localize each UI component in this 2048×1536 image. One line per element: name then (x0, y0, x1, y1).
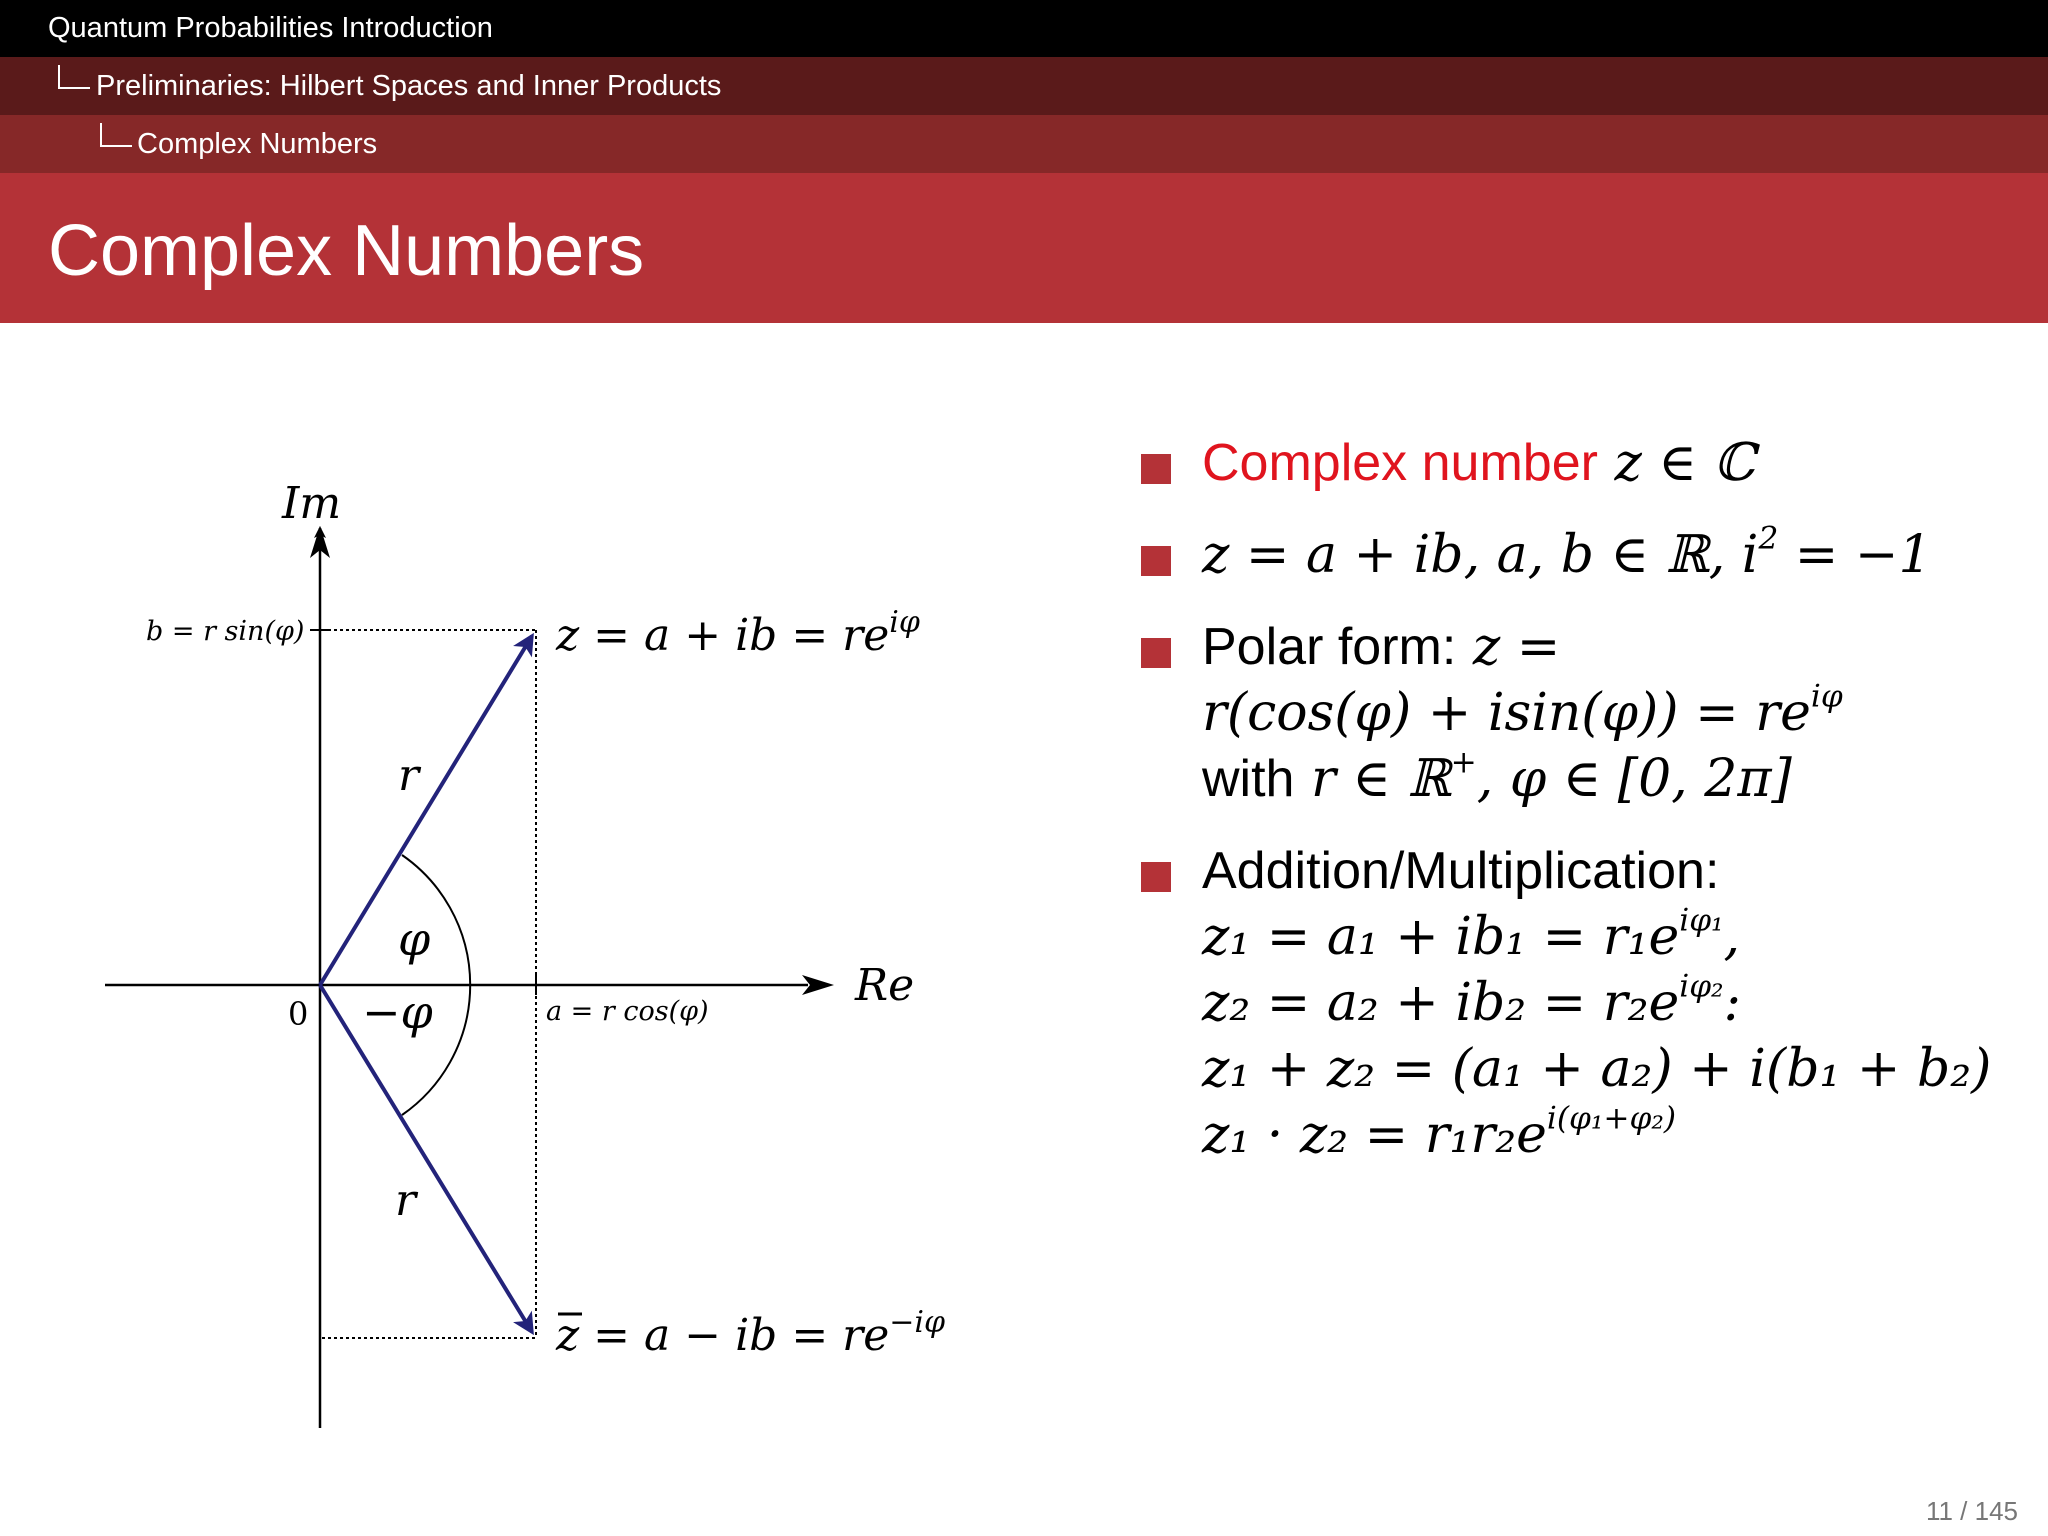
im-axis-label: Im (282, 478, 342, 529)
cartesian-main: z = a + ib, a, b ∈ ℝ, i (1202, 525, 1759, 585)
bullet-marker (1141, 862, 1171, 892)
re-axis-label: Re (855, 960, 915, 1011)
polar-l2: r(cos(φ) + isin(φ)) = re (1202, 683, 1811, 743)
zbar-label-sup: −iφ (889, 1305, 945, 1340)
polar-l3-math: r ∈ ℝ (1294, 749, 1451, 809)
header-subsection (0, 57, 2048, 115)
addmul-l1-sup: iφ₁ (1679, 902, 1724, 939)
addmul-l1-tail: , (1723, 907, 1741, 967)
addmul-l2: z₂ = a₂ + ib₂ = r₂e (1202, 973, 1680, 1033)
bullet-line (1202, 970, 2018, 1036)
bullet-line (1202, 904, 2018, 970)
bullet-addition-multiplication (1138, 838, 2018, 1168)
subsubsection-tree-mark (100, 123, 132, 147)
z-label (555, 605, 920, 661)
b-label: b = r sin(φ) (146, 616, 305, 647)
bullet-line (1202, 746, 2018, 812)
zbar-label-text: z = a − ib = re (556, 1310, 890, 1361)
bullet-line (1202, 838, 2018, 904)
header-subsubsection-label: Complex Numbers (137, 128, 378, 160)
bullet-line (1202, 1036, 2018, 1102)
r-lower-label: r (395, 1175, 417, 1226)
addmul-l4: z₁ · z₂ = r₁r₂e (1202, 1105, 1547, 1165)
polar-l1: z = (1456, 617, 1561, 677)
header-section (0, 0, 2048, 57)
neg-phi-label: −φ (362, 985, 433, 1039)
complex-number-set: z ∈ ℂ (1597, 433, 1755, 493)
header-section-label: Quantum Probabilities Introduction (48, 12, 493, 44)
addmul-label: Addition/Multiplication: (1202, 842, 1720, 900)
z-label-sup: iφ (889, 605, 920, 640)
complex-plane-diagram (0, 400, 1100, 1500)
polar-l2-sup: iφ (1810, 678, 1843, 715)
bullet-complex-number (1138, 430, 2018, 496)
addmul-l2-tail: : (1723, 973, 1742, 1033)
polar-with: with (1202, 750, 1295, 808)
bullet-list (1138, 430, 2018, 1194)
addmul-l1: z₁ = a₁ + ib₁ = r₁e (1202, 907, 1680, 967)
a-label: a = r cos(φ) (546, 996, 709, 1027)
addmul-l3: z₁ + z₂ = (a₁ + a₂) + i(b₁ + b₂) (1202, 1039, 1992, 1099)
slide-title: Complex Numbers (48, 211, 645, 291)
complex-number-term: Complex number (1202, 434, 1598, 492)
origin-label: 0 (288, 995, 309, 1033)
bullet-polar-form (1138, 614, 2018, 812)
bullet-line (1202, 430, 2018, 496)
bullet-cartesian-form (1138, 522, 2018, 588)
polar-label: Polar form: (1202, 618, 1457, 676)
cartesian-sup: 2 (1758, 520, 1779, 557)
bullet-line (1202, 1102, 2018, 1168)
zbar-label (555, 1305, 945, 1361)
r-upper-label: r (398, 750, 420, 801)
subsection-tree-mark (58, 65, 90, 89)
bullet-marker (1141, 454, 1171, 484)
addmul-l4-sup: i(φ₁+φ₂) (1546, 1100, 1677, 1137)
slide-title-bar (0, 173, 2048, 323)
page-number: 11 / 145 (1925, 1496, 2018, 1526)
polar-l3-sup: + (1450, 744, 1477, 781)
bullet-line (1202, 680, 2018, 746)
bullet-line (1202, 614, 2018, 680)
addmul-l2-sup: iφ₂ (1679, 968, 1724, 1005)
bullet-marker (1141, 638, 1171, 668)
z-label-text: z = a + ib = re (556, 610, 890, 661)
header-subsubsection (0, 115, 2048, 173)
bullet-marker (1141, 546, 1171, 576)
bullet-line (1202, 522, 2018, 588)
cartesian-tail: = −1 (1778, 525, 1932, 585)
header-subsection-label: Preliminaries: Hilbert Spaces and Inner Products (96, 70, 722, 102)
polar-l3-tail: , φ ∈ [0, 2π] (1476, 749, 1792, 809)
phi-label: φ (398, 912, 431, 966)
